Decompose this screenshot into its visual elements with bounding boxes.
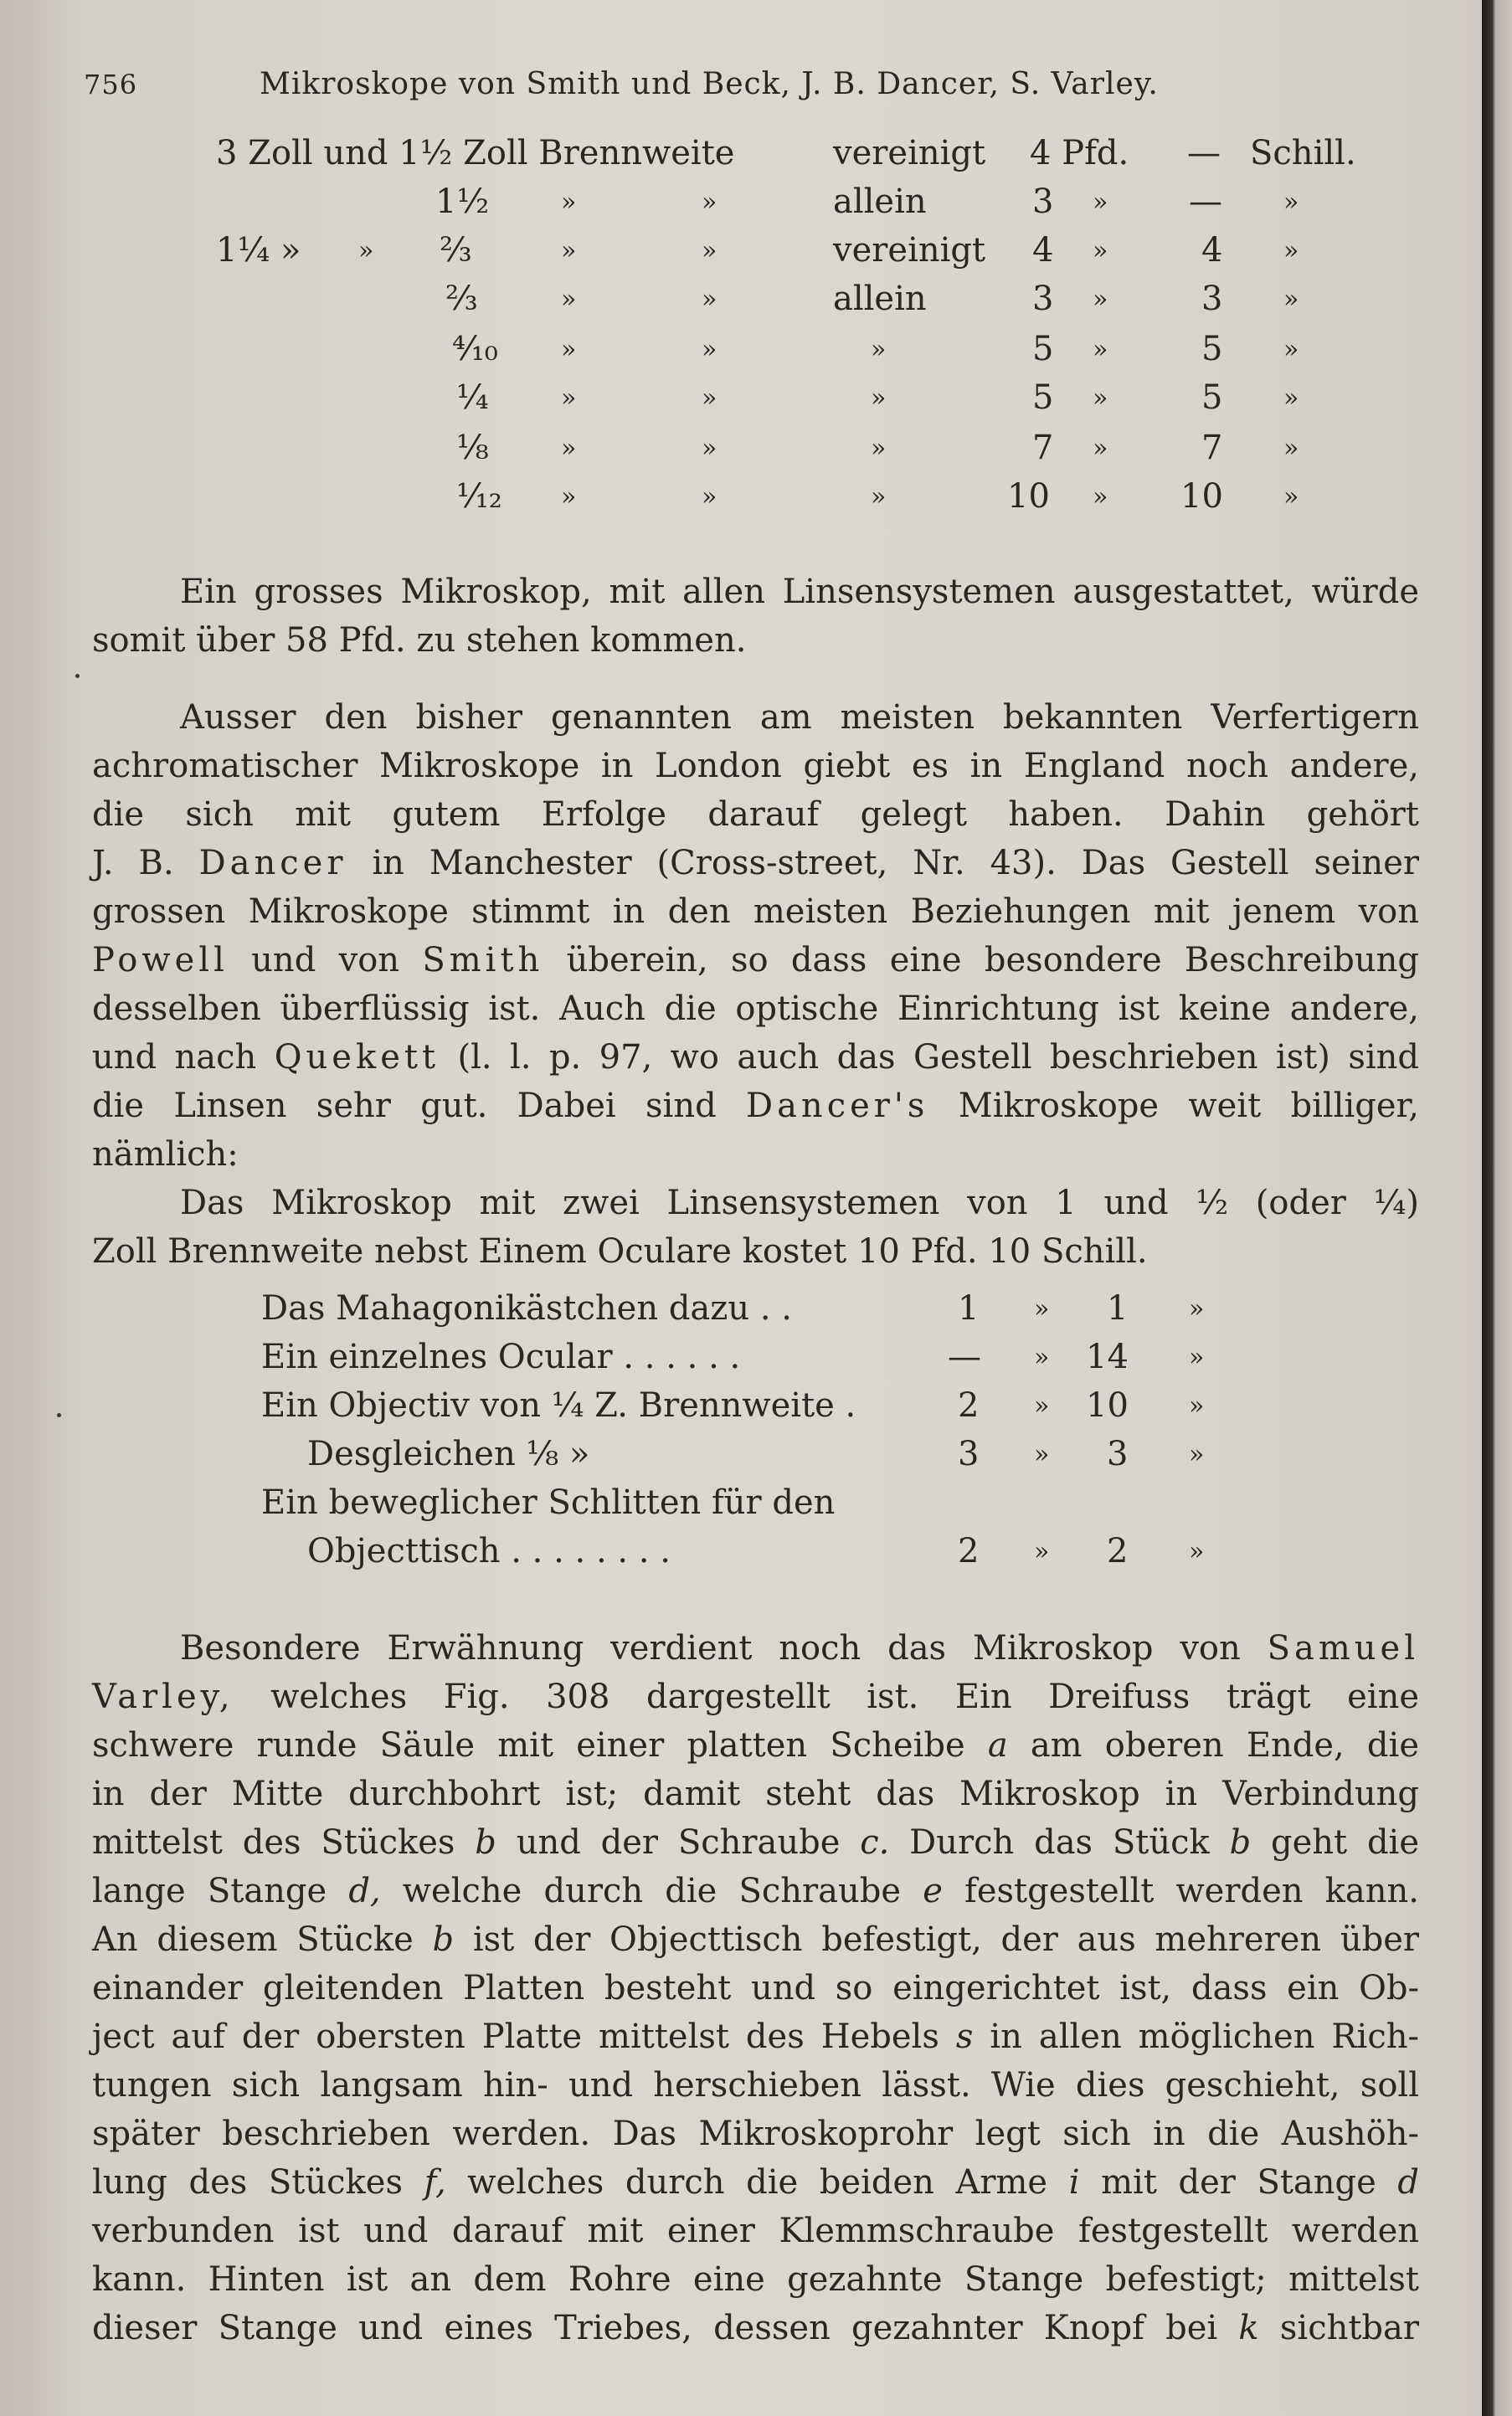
running-title: Mikroskope von Smith und Beck, J. B. Dancer, S. Varley. xyxy=(260,67,1159,101)
paragraph-dancer: Ausser den bisher genannten am meisten bekannten Verfertigern achromatischer Mikroskope in London giebt es in England noch andere, die sich mit gutem Erfolge darauf gelegt haben. Dahin gehört J. B. Dancer in Manchester (Cross-street, Nr. 43). Das Gestell seiner grossen Mikroskope stimmt in den meisten Beziehungen mit jenem von Powell und von Smith überein, so dass eine besondere Beschreibung desselben überflüssig ist. Auch die optische Einrichtung ist keine andere, und nach Quekett (l. l. p. 97, wo auch das Gestell beschrieben ist) sind die Linsen sehr gut. Dabei sind Dancer's Mikroskope weit billiger, nämlich: Das Mikroskop mit zwei Linsensystemen von 1 und ½ (oder ¼) Zoll Brennweite nebst Einem Oculare kostet 10 Pfd. 10 Schill. xyxy=(92,698,1420,1271)
page-number: 756 xyxy=(84,69,138,100)
book-page: 756 Mikroskope von Smith und Beck, J. B. Dancer, S. Varley. 3 Zoll und 1½ Zoll Brennweite vereinigt 4 Pfd. — Schill. 1½ » » allein 3 » — » 1¼ » » ⅔ » » vereinigt 4 » 4 » ⅔ » » allein 3 » 3 » ⁴⁄₁₀ » » » 5 » 5 » ¼ » » » 5 » 5 » ⅛ » » » 7 » 7 » ¹⁄₁₂ » » » 10 » 10 » Ein grosses Mikroskop, mit allen Linsensystemen ausgestattet, würde somit über 58 Pfd. zu stehen kommen. Ausser den bisher genannten am meisten bekannten Verfertigern achromatischer Mikroskope in London giebt es in England noch andere, die sich mit gutem Erfolge darauf gelegt haben. Dahin gehört J. B. Dancer in Manchester (Cross-street, Nr. 43). Das Gestell seiner grossen Mikroskope stimmt in den meisten Beziehungen mit jenem von Powell und von Smith überein, so dass eine besondere Beschreibung desselben überflüssig ist. Auch die optische Einrichtung ist keine andere, und nach Quekett (l. l. p. 97, wo auch das Gestell beschrieben ist) sind die Linsen sehr gut. Dabei sind Dancer's Mikroskope weit billiger, nämlich: Das Mikroskop mit zwei Linsensystemen von 1 und ½ (oder ¼) Zoll Brennweite nebst Einem Oculare kostet 10 Pfd. 10 Schill. Das Mahagonikästchen dazu . . 1 » 1 » Ein einzelnes Ocular . . . . . . — » 14 » Ein Objectiv von ¼ Z. Brennweite . 2 » 10 » Desgleichen ⅛ » 3 » 3 » Ein beweglicher Schlitten für den Objecttisch . . . . . . . . 2 » 2 » Besondere Erwähnung verdient noch das Mikroskop von Samuel Varley, welches Fig. 308 dargestellt ist. Ein Dreifuss trägt eine schwere runde Säule mit einer platten Scheibe a am oberen Ende, die in der Mitte durchbohrt ist; damit steht das Mikroskop in Verbindung mittelst des Stückes b und der Schraube c. Durch das Stück b geht die lange Stange d, welche durch die Schraube e festgestellt werden kann. An diesem Stücke b ist der Objecttisch befestigt, der aus mehreren über einander gleitenden Platten besteht und so eingerichtet ist, dass ein Ob- ject auf der obersten Platte mittelst des Hebels s in allen möglichen Rich- tungen sich langsam hin- und herschieben lässt. Wie dies geschieht, soll später beschrieben werden. Das Mikroskoprohr legt sich in die Aushöh- lung des Stückes f, welches durch die beiden Arme i mit der Stange d verbunden ist und darauf mit einer Klemmschraube festgestellt werden kann. Hinten ist an dem Rohre eine gezahnte Stange befestigt; mittelst dieser Stange und eines Triebes, dessen gezahnter Knopf bei k sichtbar xyxy=(0,0,1482,2416)
binding-edge-shadow xyxy=(1482,0,1512,2416)
print-speck xyxy=(75,674,80,678)
paragraph-summary: Ein grosses Mikroskop, mit allen Linsensystemen ausgestattet, würde somit über 58 Pfd. zu stehen kommen. xyxy=(92,573,1419,660)
paragraph-varley: Besondere Erwähnung verdient noch das Mikroskop von Samuel Varley, welches Fig. 308 dargestellt ist. Ein Dreifuss trägt eine schwere runde Säule mit einer platten Scheibe a am oberen Ende, die in der Mitte durchbohrt ist; damit steht das Mikroskop in Verbindung mittelst des Stückes b und der Schraube c. Durch das Stück b geht die lange Stange d, welche durch die Schraube e festgestellt werden kann. An diesem Stücke b ist der Objecttisch befestigt, der aus mehreren über einander gleitenden Platten besteht und so eingerichtet ist, dass ein Ob- ject auf der obersten Platte mittelst des Hebels s in allen möglichen Rich- tungen sich langsam hin- und herschieben lässt. Wie dies geschieht, soll später beschrieben werden. Das Mikroskoprohr legt sich in die Aushöh- lung des Stückes f, welches durch die beiden Arme i mit der Stange d verbunden ist und darauf mit einer Klemmschraube festgestellt werden kann. Hinten ist an dem Rohre eine gezahnte Stange befestigt; mittelst dieser Stange und eines Triebes, dessen gezahnter Knopf bei k sichtbar xyxy=(92,1629,1420,2347)
print-speck xyxy=(57,1413,61,1417)
running-header xyxy=(84,59,1331,109)
